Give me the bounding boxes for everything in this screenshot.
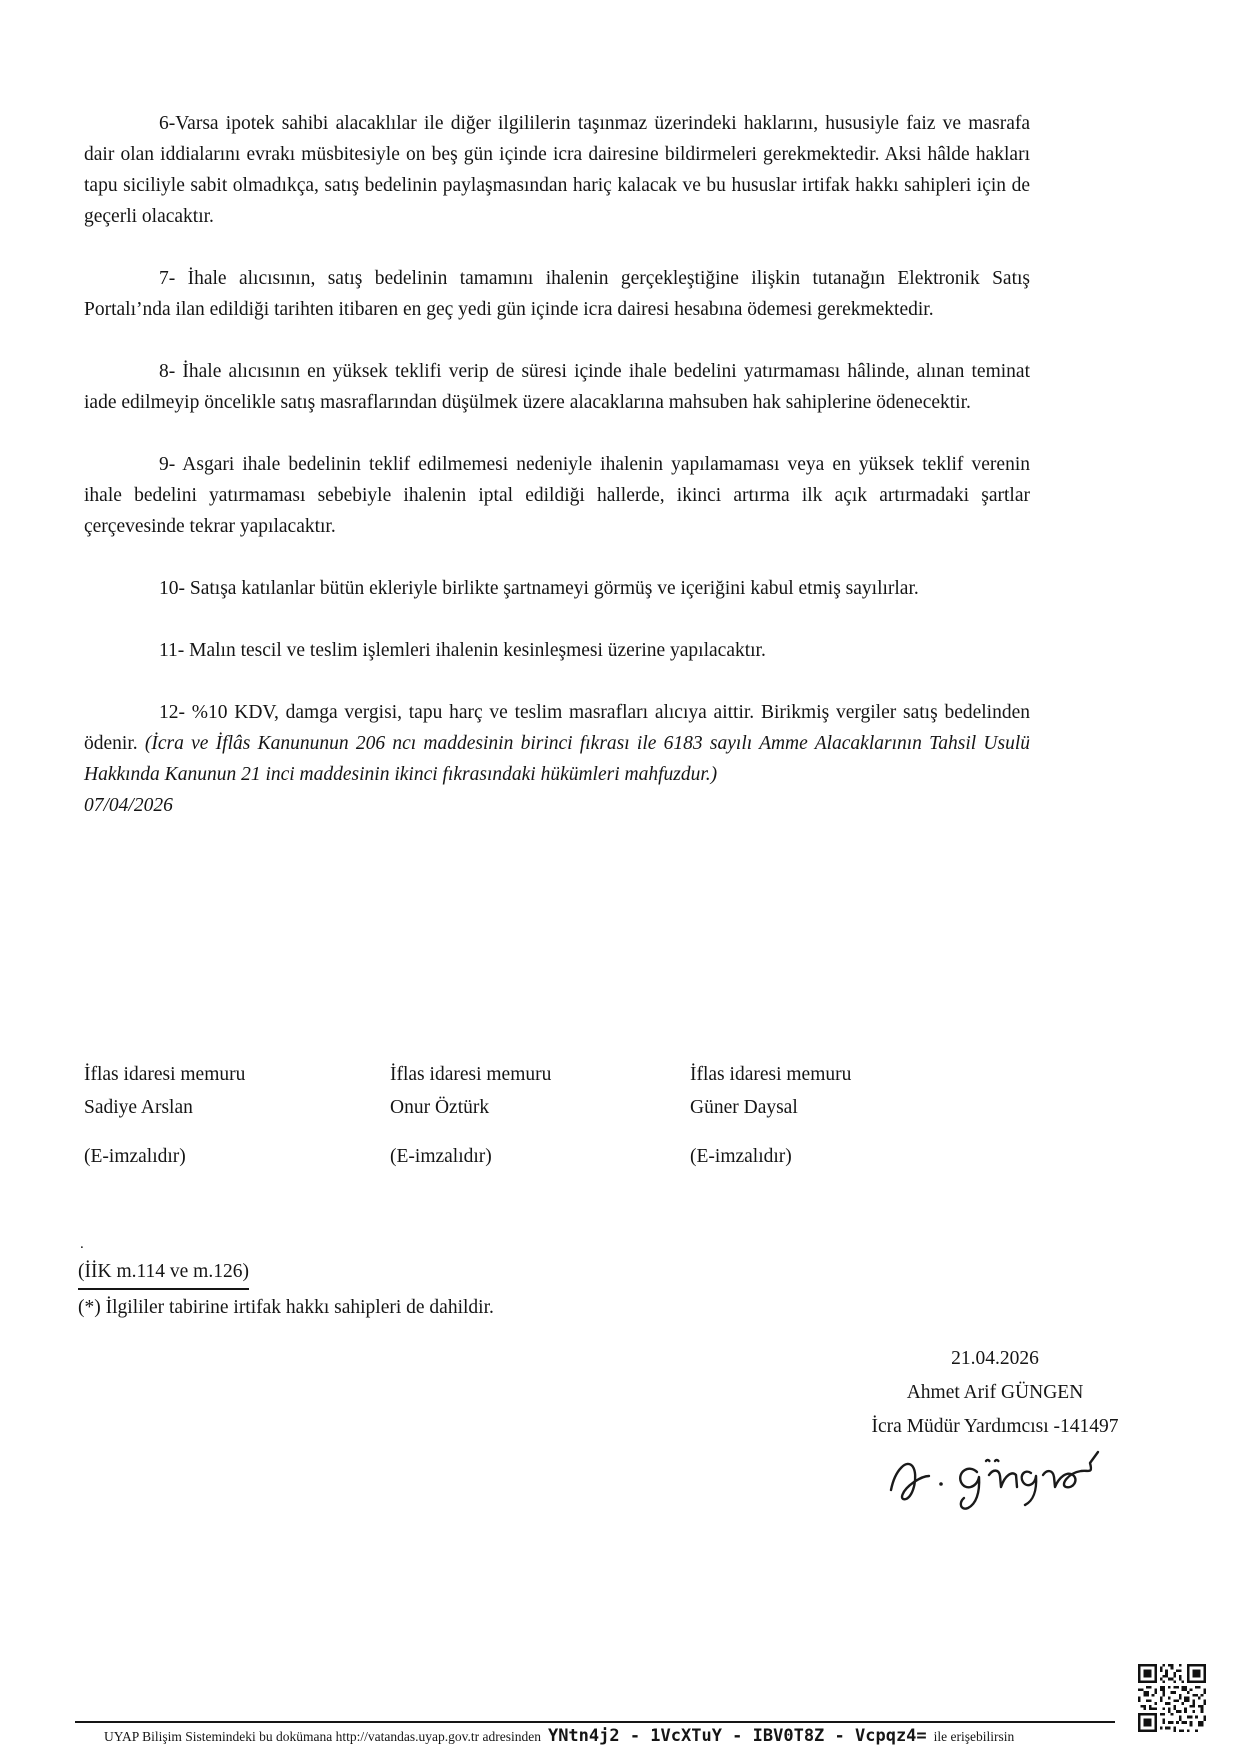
esign-label: (E-imzalıdır) — [690, 1146, 792, 1167]
paragraph-6: 6-Varsa ipotek sahibi alacaklılar ile diğer ilgililerin taşınmaz üzerindeki haklarını, hususiyle faiz ve masrafa dair olan iddialarını evrakı müsbitesiyle on beş gün içinde icra dairesine bildirmeleri gerekmektedir. Aksi hâlde hakları tapu siciliyle sabit olmadıkça, satış bedelinin paylaşmasından hariç kalacak ve bu hususlar irtifak hakkı sahipleri için de geçerli olacaktır. — [84, 113, 1030, 227]
signatory-name: Güner Daysal — [690, 1097, 798, 1118]
footer — [104, 1726, 1241, 1746]
footnote-dot: . — [80, 1236, 84, 1252]
paragraph-12-normal: 12- %10 KDV, damga vergisi, tapu harç ve teslim masrafları alıcıya aittir. Birikmiş vergiler satış bedelinden ödenir. — [84, 702, 1030, 754]
document-body — [84, 108, 1030, 821]
paragraph-9: 9- Asgari ihale bedelinin teklif edilmemesi nedeniyle ihalenin yapılamaması veya en yüksek teklif verenin ihale bedelini yatırmaması sebebiyle ihalenin iptal edildiği hallerde, ikinci artırma ilk açık artırmadaki şartlar çerçevesinde tekrar yapılacaktır. — [84, 454, 1030, 537]
footer-divider — [75, 1721, 1115, 1723]
signatory-name: Onur Öztürk — [390, 1097, 490, 1118]
document-date: 07/04/2026 — [84, 795, 173, 816]
qr-code-icon — [1138, 1664, 1206, 1732]
paragraph-10: 10- Satışa katılanlar bütün ekleriyle birlikte şartnameyi görmüş ve içeriğini kabul etmiş sayılırlar. — [159, 578, 919, 599]
footnotes — [78, 1238, 494, 1323]
footer-access-prefix: UYAP Bilişim Sistemindeki bu dokümana http://vatandas.uyap.gov.tr adresinden — [104, 1729, 541, 1744]
approver-title: İcra Müdür Yardımcısı -141497 — [871, 1416, 1119, 1437]
approval-date: 21.04.2026 — [951, 1348, 1039, 1369]
paragraph-11: 11- Malın tescil ve teslim işlemleri ihalenin kesinleşmesi üzerine yapılacaktır. — [159, 640, 766, 661]
paragraph-12 — [84, 697, 1030, 790]
signatory-title: İflas idaresi memuru — [84, 1064, 246, 1085]
asterisk-note: (*) İlgililer tabirine irtifak hakkı sahipleri de dahildir. — [78, 1297, 494, 1318]
signatory-name: Sadiye Arslan — [84, 1097, 193, 1118]
signatory-column — [390, 1058, 680, 1173]
signatory-column — [84, 1058, 374, 1173]
paragraph-12-italic-law-note: (İcra ve İflâs Kanununun 206 ncı maddesinin birinci fıkrası ile 6183 sayılı Amme Alacaklarının Tahsil Usulü Hakkında Kanunun 21 inci maddesinin ikinci fıkrasındaki hükümleri mahfuzdur.) — [84, 733, 1030, 785]
signatory-title: İflas idaresi memuru — [390, 1064, 552, 1085]
approver-name: Ahmet Arif GÜNGEN — [906, 1382, 1084, 1403]
law-reference: (İİK m.114 ve m.126) — [78, 1256, 249, 1290]
uyap-access-code: YNtn4j2 - 1VcXTuY - IBV0T8Z - Vcpqz4= — [547, 1726, 927, 1746]
signatory-title: İflas idaresi memuru — [690, 1064, 852, 1085]
handwritten-signature-icon — [885, 1448, 1110, 1518]
footer-access-suffix: ile erişebilirsin — [933, 1729, 1015, 1744]
paragraph-8: 8- İhale alıcısının en yüksek teklifi verip de süresi içinde ihale bedelini yatırmaması hâlinde, alınan teminat iade edilmeyip öncelikle satış masraflarından düşülmek üzere alacaklarına mahsuben hak sahiplerine ödenecektir. — [84, 361, 1030, 413]
esign-label: (E-imzalıdır) — [84, 1146, 186, 1167]
approval-block — [760, 1342, 1230, 1444]
signatory-column — [690, 1058, 980, 1173]
esign-label: (E-imzalıdır) — [390, 1146, 492, 1167]
paragraph-7: 7- İhale alıcısının, satış bedelinin tamamını ihalenin gerçekleştiğine ilişkin tutanağın Elektronik Satış Portalı’nda ilan edildiği tarihten itibaren en geç yedi gün içinde icra dairesi hesabına ödemesi gerekmektedir. — [84, 268, 1030, 320]
